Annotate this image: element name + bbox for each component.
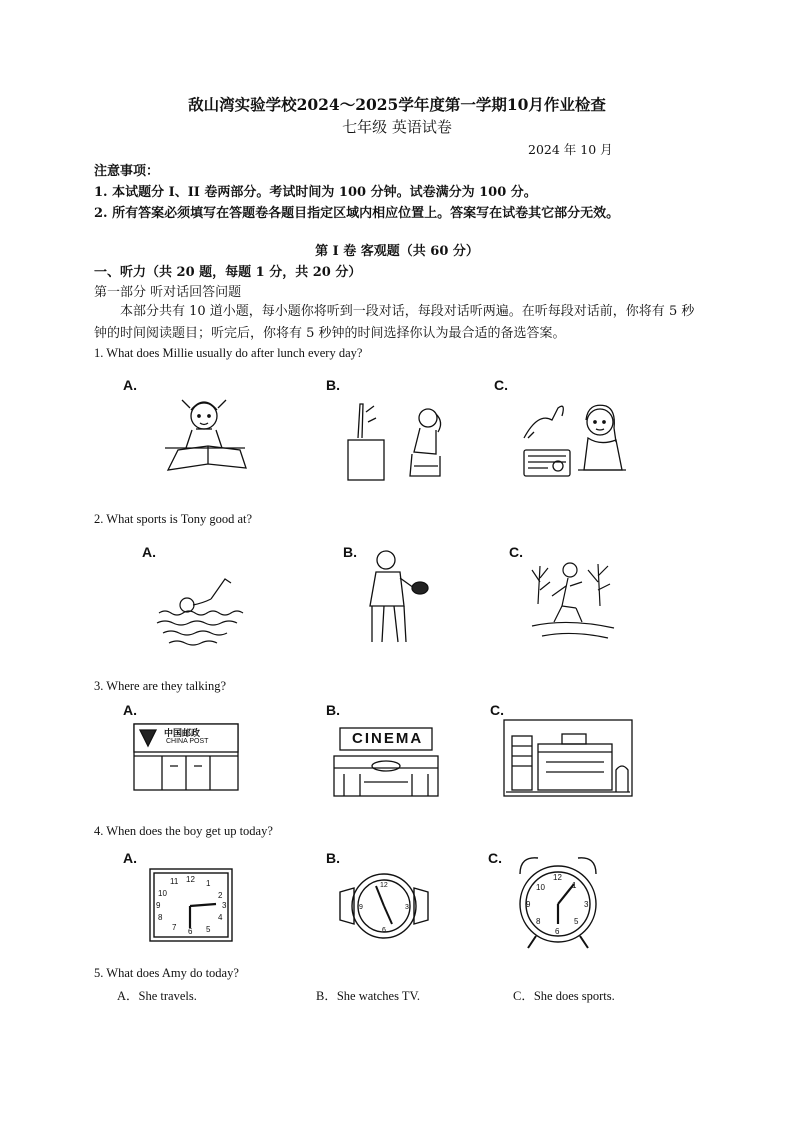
exam-title: 敌山湾实验学校2024～2025学年度第一学期10月作业检查 (188, 95, 606, 114)
section-title: 第 I 卷 客观题（共 60 分） (315, 244, 479, 259)
q3-option-a-label: A. (123, 702, 137, 718)
q4-option-a-label: A. (123, 850, 137, 866)
svg-text:9: 9 (359, 904, 363, 911)
q4-option-b-label: B. (326, 850, 340, 866)
post-office-sign-en: CHINA POST (166, 738, 209, 745)
q3-option-b-label: B. (326, 702, 340, 718)
svg-text:12: 12 (553, 873, 562, 882)
playing-ping-pong-image (360, 548, 430, 646)
svg-text:9: 9 (526, 900, 531, 909)
question-4: 4. When does the boy get up today? (94, 824, 273, 838)
shopping-mall-image (502, 718, 634, 798)
q2-option-a-label: A. (142, 544, 156, 560)
cinema-image (330, 722, 442, 798)
exam-subtitle: 七年级 英语试卷 (342, 118, 452, 136)
svg-text:11: 11 (170, 877, 179, 886)
q3-option-c-label: C. (490, 702, 504, 718)
svg-text:10: 10 (158, 889, 167, 898)
svg-text:12: 12 (186, 875, 195, 884)
swimming-image (155, 575, 245, 650)
svg-text:6: 6 (188, 927, 193, 936)
cinema-sign: CINEMA (352, 730, 424, 747)
svg-text:8: 8 (536, 917, 541, 926)
alarm-clock-image (512, 852, 604, 952)
svg-text:1: 1 (572, 881, 577, 890)
svg-text:10: 10 (536, 883, 545, 892)
q5-option-b: B．She watches TV. (316, 989, 421, 1003)
svg-text:3: 3 (405, 904, 409, 911)
svg-text:4: 4 (218, 913, 223, 922)
svg-text:3: 3 (584, 900, 589, 909)
running-image (528, 556, 618, 646)
svg-text:9: 9 (156, 901, 161, 910)
svg-text:5: 5 (574, 917, 579, 926)
q1-option-c-label: C. (494, 377, 508, 393)
question-5: 5. What does Amy do today? (94, 966, 239, 980)
q2-option-b-label: B. (343, 544, 357, 560)
notice-heading: 注意事项： (94, 164, 160, 179)
exam-date: 2024 年 10 月 (528, 142, 613, 157)
question-1: 1. What does Millie usually do after lunch every day? (94, 346, 363, 360)
girl-reading-image (160, 388, 250, 473)
question-2: 2. What sports is Tony good at? (94, 512, 253, 526)
svg-text:6: 6 (382, 927, 386, 934)
post-office-sign-cn: 中国邮政 (164, 729, 201, 739)
part-subheading: 第一部分 听对话回答问题 (94, 285, 242, 300)
svg-text:7: 7 (172, 923, 177, 932)
svg-text:3: 3 (222, 901, 227, 910)
part-heading: 一、听力（共 20 题，每题 1 分，共 20 分） (94, 265, 362, 280)
post-office-image (130, 720, 242, 794)
girl-listening-radio-image (518, 398, 628, 480)
svg-text:8: 8 (158, 913, 163, 922)
svg-text:12: 12 (380, 882, 388, 889)
q5-option-c: C．She does sports. (513, 989, 615, 1003)
svg-text:2: 2 (218, 891, 223, 900)
svg-text:1: 1 (206, 879, 211, 888)
wrist-watch-image (336, 864, 432, 948)
q5-option-a: A．She travels. (117, 989, 197, 1003)
svg-text:6: 6 (555, 927, 560, 936)
q1-option-b-label: B. (326, 377, 340, 393)
q4-option-c-label: C. (488, 850, 502, 866)
q1-option-a-label: A. (123, 377, 137, 393)
q2-option-c-label: C. (509, 544, 523, 560)
svg-text:5: 5 (206, 925, 211, 934)
notice-item-2: 2. 所有答案必须填写在答题卷各题目指定区域内相应位置上。答案写在试卷其它部分无效。 (94, 206, 620, 221)
instructions-paragraph: 本部分共有 10 道小题，每小题你将听到一段对话，每段对话听两遍。在听每段对话前，你将有 5 秒钟的时间阅读题目；听完后，你将有 5 秒钟的时间选择你认为最合适的备选答案。 (94, 304, 695, 341)
square-clock-image (146, 866, 236, 944)
question-3: 3. Where are they talking? (94, 679, 227, 693)
notice-item-1: 1. 本试题分 I、II 卷两部分。考试时间为 100 分钟。试卷满分为 100 分。 (94, 185, 537, 200)
girl-watching-tv-image (340, 402, 460, 482)
